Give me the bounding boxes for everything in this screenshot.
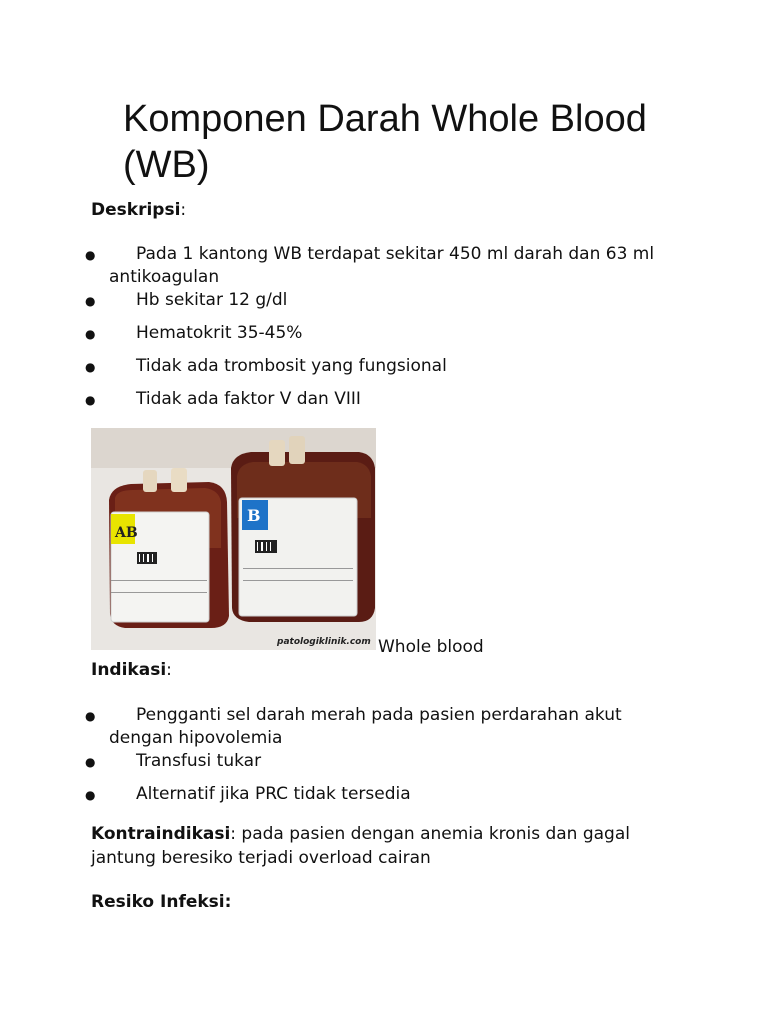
list-item [0, 355, 669, 378]
list-item-text: Hematokrit 35-45% [136, 323, 303, 343]
list-item [0, 704, 669, 750]
bullet-icon: ● [85, 327, 96, 341]
list-item-text: Pada 1 kantong WB terdapat sekitar 450 ml darah dan 63 ml antikoagulan [109, 244, 655, 287]
indikasi-label: Indikasi [91, 660, 167, 680]
resiko-heading [91, 891, 231, 913]
bullet-icon: ● [85, 755, 96, 769]
kontraindikasi-label: Kontraindikasi [91, 824, 231, 844]
indikasi-list [0, 704, 768, 806]
indikasi-colon: : [166, 660, 172, 680]
deskripsi-label: Deskripsi [91, 200, 181, 220]
list-item [0, 243, 669, 289]
deskripsi-heading [91, 199, 186, 221]
list-item-text: Transfusi tukar [136, 751, 262, 771]
kontraindikasi-text: : pada pasien dengan anemia kronis dan gagal jantung beresiko terjadi overload cairan [91, 824, 630, 868]
page-title: Komponen Darah Whole Blood (WB) [123, 98, 647, 186]
bullet-icon: ● [85, 709, 96, 723]
list-item-text: Alternatif jika PRC tidak tersedia [136, 784, 411, 804]
list-item-text: Tidak ada faktor V dan VIII [136, 389, 361, 409]
resiko-label: Resiko Infeksi: [91, 892, 232, 912]
list-item [0, 289, 669, 312]
list-item [0, 388, 669, 411]
deskripsi-colon: : [180, 200, 187, 220]
indikasi-heading [91, 659, 172, 681]
bullet-icon: ● [85, 248, 96, 262]
bullet-icon: ● [85, 393, 96, 407]
list-item [0, 322, 669, 345]
bag-left-label: AB [115, 525, 138, 541]
image-watermark: patologiklinik.com [277, 637, 371, 647]
list-item-text: Tidak ada trombosit yang fungsional [136, 356, 447, 376]
list-item-text: Hb sekitar 12 g/dl [136, 290, 288, 310]
deskripsi-list [0, 243, 768, 411]
bullet-icon: ● [85, 788, 96, 802]
list-item [0, 783, 669, 806]
blood-bags-image [91, 428, 376, 650]
bullet-icon: ● [85, 360, 96, 374]
bag-right-label: B [247, 506, 261, 525]
bullet-icon: ● [85, 294, 96, 308]
whole-blood-photo [91, 428, 376, 650]
image-caption: Whole blood [378, 637, 484, 657]
list-item-text: Pengganti sel darah merah pada pasien perdarahan akut dengan hipovolemia [109, 705, 622, 748]
kontraindikasi-paragraph [91, 822, 691, 870]
list-item [0, 750, 669, 773]
